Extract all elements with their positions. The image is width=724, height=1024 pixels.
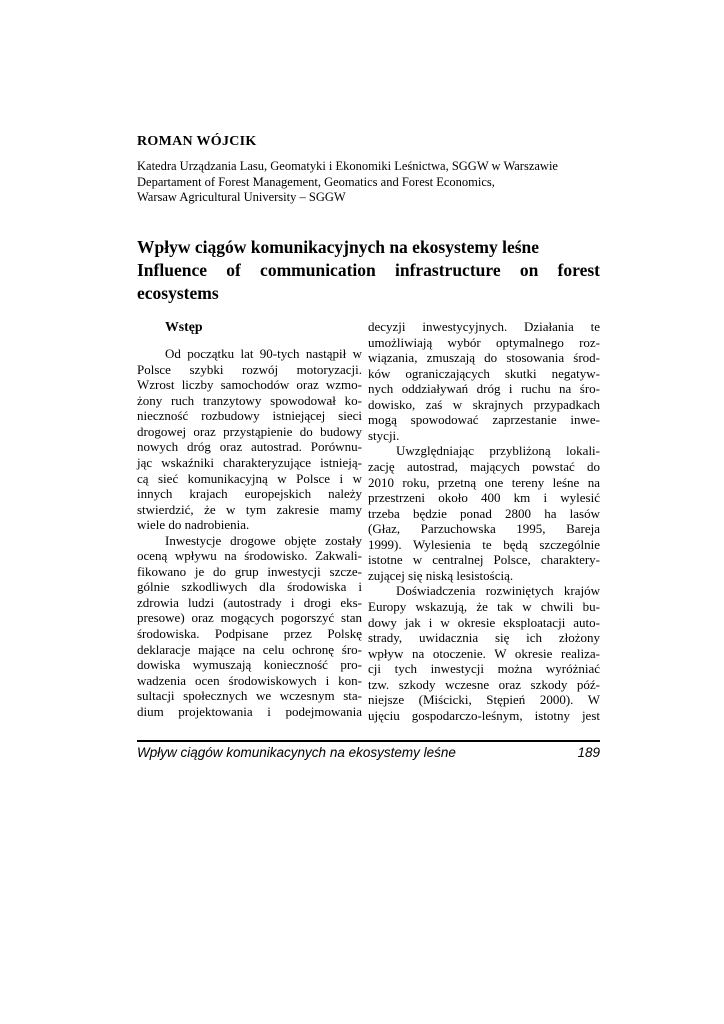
text-line: Wzrost liczby samochodów oraz wzmo- — [137, 377, 362, 393]
text-line: tzw. szkody wczesne oraz szkody póź- — [368, 676, 600, 692]
text-line: fikowano je do grup inwestycji szcze- — [137, 563, 362, 579]
text-line: zującej się niską lesistością. — [368, 567, 514, 583]
text-line: wpływ na otoczenie. W okresie realiza- — [368, 645, 600, 661]
text-line: (Głaz, Parzuchowska 1995, Bareja — [368, 521, 600, 537]
text-line: ujęciu gospodarczo-leśnym, istotny jest — [368, 707, 600, 723]
text-line: nych oddziaływań dróg i ruchu na śro- — [368, 381, 600, 397]
text-line: wiele do nadrobienia. — [137, 517, 250, 533]
text-line: istotne w centralnej Polsce, charaktery- — [368, 552, 600, 568]
author-name: ROMAN WÓJCIK — [137, 134, 257, 149]
text-line: sultacji społecznych we wczesnym sta- — [137, 688, 362, 704]
right-column-text — [368, 319, 600, 723]
text-line: niejsze (Miścicki, Stępień 2000). W — [368, 692, 600, 708]
page-footer — [137, 740, 600, 761]
text-line: oceną wpływu na środowisko. Zakwali- — [137, 548, 362, 564]
text-line: drogowej oraz przystąpienie do budowy — [137, 423, 362, 439]
text-line: dowisko, zaś w skrajnych przypadkach — [368, 396, 600, 412]
text-line: Europy wskazują, że tak w chwili bu- — [368, 598, 600, 614]
title-line-english-2: ecosystems — [137, 282, 219, 303]
text-line: trzeba będzie ponad 2800 ha lasów — [368, 505, 600, 521]
affiliation-line: Katedra Urządzania Lasu, Geomatyki i Ekonomiki Leśnictwa, SGGW w Warszawie — [137, 159, 558, 173]
text-line: zację autostrad, mających powstać do — [368, 459, 600, 475]
text-line: mogą spowodować zaprzestanie inwe- — [368, 412, 600, 428]
text-line: jąc wskaźniki charakteryzujące istnieją- — [137, 454, 362, 470]
text-line: wadzenia ocen środowiskowych i kon- — [137, 672, 362, 688]
affiliation-block — [137, 159, 600, 206]
text-line: dium projektowania i podejmowania — [137, 703, 362, 719]
text-line: stwierdzić, że w tym zakresie mamy — [137, 501, 362, 517]
text-line: presowe) oraz mogących pogorszyć stan — [137, 610, 362, 626]
two-column-body — [137, 319, 600, 723]
text-line: Od początku lat 90-tych nastąpił w — [165, 346, 362, 362]
text-line: środowiska. Podpisane przez Polskę — [137, 626, 362, 641]
text-line: 1999). Wylesienia te będą szczególnie — [368, 536, 600, 552]
text-line: zdrowia ludzi (autostrady i drogi eks- — [137, 594, 362, 610]
text-line: wiązania, zmuszają do stosowania środ- — [368, 350, 600, 366]
left-column-text — [137, 346, 362, 719]
title-line-english: Influence of communication infrastructure on forest — [137, 259, 600, 280]
section-heading: Wstęp — [165, 319, 203, 335]
text-line: nieczność rozbudowy istniejącej sieci — [137, 408, 362, 424]
article-title — [137, 236, 600, 306]
title-line-polish: Wpływ ciągów komunikacyjnych na ekosystemy leśne — [137, 236, 540, 257]
affiliation-line: Warsaw Agricultural University – SGGW — [137, 190, 346, 204]
text-line: cji tych inwestycji można wyróżniać — [368, 661, 600, 677]
text-line: żony ruch tranzytowy spowodował ko- — [137, 392, 362, 408]
text-line: gólnie szkodliwych dla środowiska i — [137, 579, 362, 595]
right-column — [368, 319, 600, 723]
text-line: innych krajach europejskich należy — [137, 486, 362, 502]
text-line: ków ograniczających skutki negatyw- — [368, 365, 600, 381]
text-line: dowiska wymuszają konieczność pro- — [137, 657, 362, 673]
text-line: Polsce szybki rozwój motoryzacji. — [137, 361, 362, 377]
text-line: Inwestycje drogowe objęte zostały — [165, 532, 362, 548]
text-line: umożliwiają wybór optymalnego roz- — [368, 334, 600, 350]
left-column — [137, 319, 362, 723]
text-line: stycji. — [368, 427, 400, 443]
text-line: deklaracje mające na celu ochronę śro- — [137, 641, 362, 657]
text-line: dowy jak i w okresie eksploatacji auto- — [368, 614, 600, 630]
text-line: strady, uwidacznia się ich złożony — [368, 630, 600, 646]
text-line: 2010 roku, przetną one tereny leśne na — [368, 474, 600, 490]
text-line: decyzji inwestycyjnych. Działania te — [368, 319, 600, 335]
running-title: Wpływ ciągów komunikacynych na ekosystemy leśne — [137, 745, 456, 760]
text-line: Uwzględniając przybliżoną lokali- — [396, 443, 600, 459]
text-line: nowych dróg oraz autostrad. Porównu- — [137, 439, 362, 455]
text-line: przestrzeni około 400 km i wylesić — [368, 490, 600, 506]
text-line: Doświadczenia rozwiniętych krajów — [396, 583, 600, 599]
affiliation-line: Departament of Forest Management, Geomatics and Forest Economics, — [137, 174, 495, 189]
page-number: 189 — [577, 745, 600, 760]
page-content — [137, 133, 600, 723]
text-line: cą sieć komunikacyjną w Polsce i w — [137, 470, 362, 486]
